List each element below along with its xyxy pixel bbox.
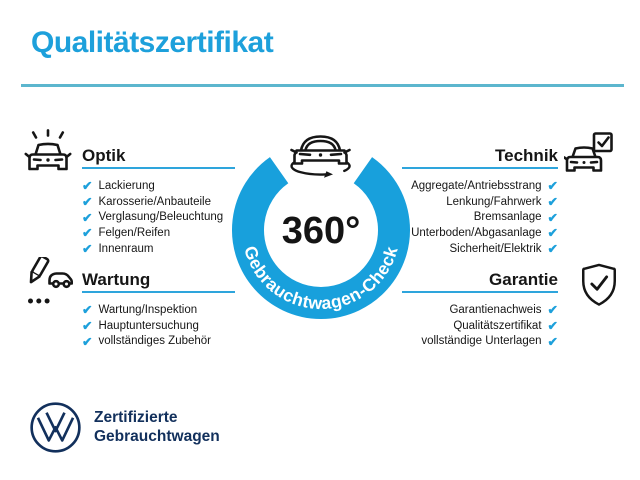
check-icon: ✔: [82, 303, 93, 318]
page-title: Qualitätszertifikat: [31, 26, 274, 59]
section-title-technik: Technik: [495, 146, 558, 165]
car-shine-icon: [23, 129, 73, 179]
checklist-item: [82, 209, 223, 225]
checklist-item: [453, 318, 558, 334]
check-icon: ✔: [547, 242, 558, 257]
section-title-optik: Optik: [82, 146, 126, 165]
shield-check-icon: [578, 262, 620, 308]
section-title-wartung: Wartung: [82, 270, 151, 289]
checklist-label: vollständiges Zubehör: [98, 335, 211, 348]
checklist-label: Verglasung/Beleuchtung: [98, 211, 224, 224]
checklist-item: [82, 194, 223, 210]
checklist-label: Garantienachweis: [449, 303, 542, 316]
checklist-item: [446, 194, 558, 210]
checklist-label: Karosserie/Anbauteile: [98, 195, 211, 208]
check-icon: ✔: [547, 210, 558, 225]
checklist-label: Innenraum: [98, 242, 154, 255]
checklist-item: [82, 318, 211, 334]
check-icon: ✔: [547, 303, 558, 318]
check-icon: ✔: [547, 334, 558, 349]
checklist-label: Unterboden/Abgasanlage: [411, 226, 542, 239]
footer-line-1: Zertifizierte: [94, 409, 178, 426]
checklist-item: [82, 225, 223, 241]
checklist-label: Lackierung: [98, 179, 155, 192]
check-icon: ✔: [82, 195, 93, 210]
360-check-badge: [220, 108, 420, 323]
checklist-label: vollständige Unterlagen: [421, 335, 542, 348]
checklist-label: Wartung/Inspektion: [98, 303, 198, 316]
checklist-label: Lenkung/Fahrwerk: [446, 195, 542, 208]
checklist-label: Felgen/Reifen: [98, 226, 171, 239]
check-icon: ✔: [547, 179, 558, 194]
technik-underline: [402, 167, 558, 169]
checklist-label: Hauptuntersuchung: [98, 319, 199, 332]
checklist-item: [449, 241, 558, 257]
section-title-garantie: Garantie: [489, 270, 558, 289]
checklist-item: [82, 302, 211, 318]
footer-line-2: Gebrauchtwagen: [94, 428, 220, 445]
checklist-item: [474, 209, 558, 225]
garantie-underline: [402, 291, 558, 293]
checklist-item: [421, 333, 558, 349]
car-rotation-icon: [292, 137, 350, 178]
service-checklist-icon: [23, 257, 73, 307]
checklist-item: [82, 241, 223, 257]
checklist-item: [82, 333, 211, 349]
optik-underline: [82, 167, 235, 169]
footer-brand-text: [94, 408, 220, 446]
car-checkbox-icon: [564, 130, 614, 178]
check-icon: ✔: [82, 226, 93, 241]
ring-label: Gebrauchtwagen-Check: [240, 243, 402, 314]
check-icon: ✔: [82, 334, 93, 349]
checklist-item: [411, 178, 558, 194]
check-icon: ✔: [82, 179, 93, 194]
checklist-label: Aggregate/Antriebsstrang: [411, 179, 542, 192]
wartung-checklist: [82, 302, 211, 349]
check-icon: ✔: [547, 195, 558, 210]
checklist-label: Bremsanlage: [473, 211, 542, 224]
checklist-item: [82, 178, 223, 194]
checklist-item: [449, 302, 558, 318]
checklist-item: [411, 225, 558, 241]
check-icon: ✔: [82, 242, 93, 257]
degree-value: 360°: [281, 210, 361, 252]
check-icon: ✔: [547, 319, 558, 334]
checklist-label: Qualitätszertifikat: [453, 319, 542, 332]
optik-checklist: [82, 178, 223, 256]
check-icon: ✔: [82, 319, 93, 334]
header-divider: [21, 84, 624, 87]
check-icon: ✔: [547, 226, 558, 241]
wartung-underline: [82, 291, 235, 293]
checklist-label: Sicherheit/Elektrik: [449, 242, 542, 255]
check-icon: ✔: [82, 210, 93, 225]
vw-logo: [29, 401, 82, 454]
